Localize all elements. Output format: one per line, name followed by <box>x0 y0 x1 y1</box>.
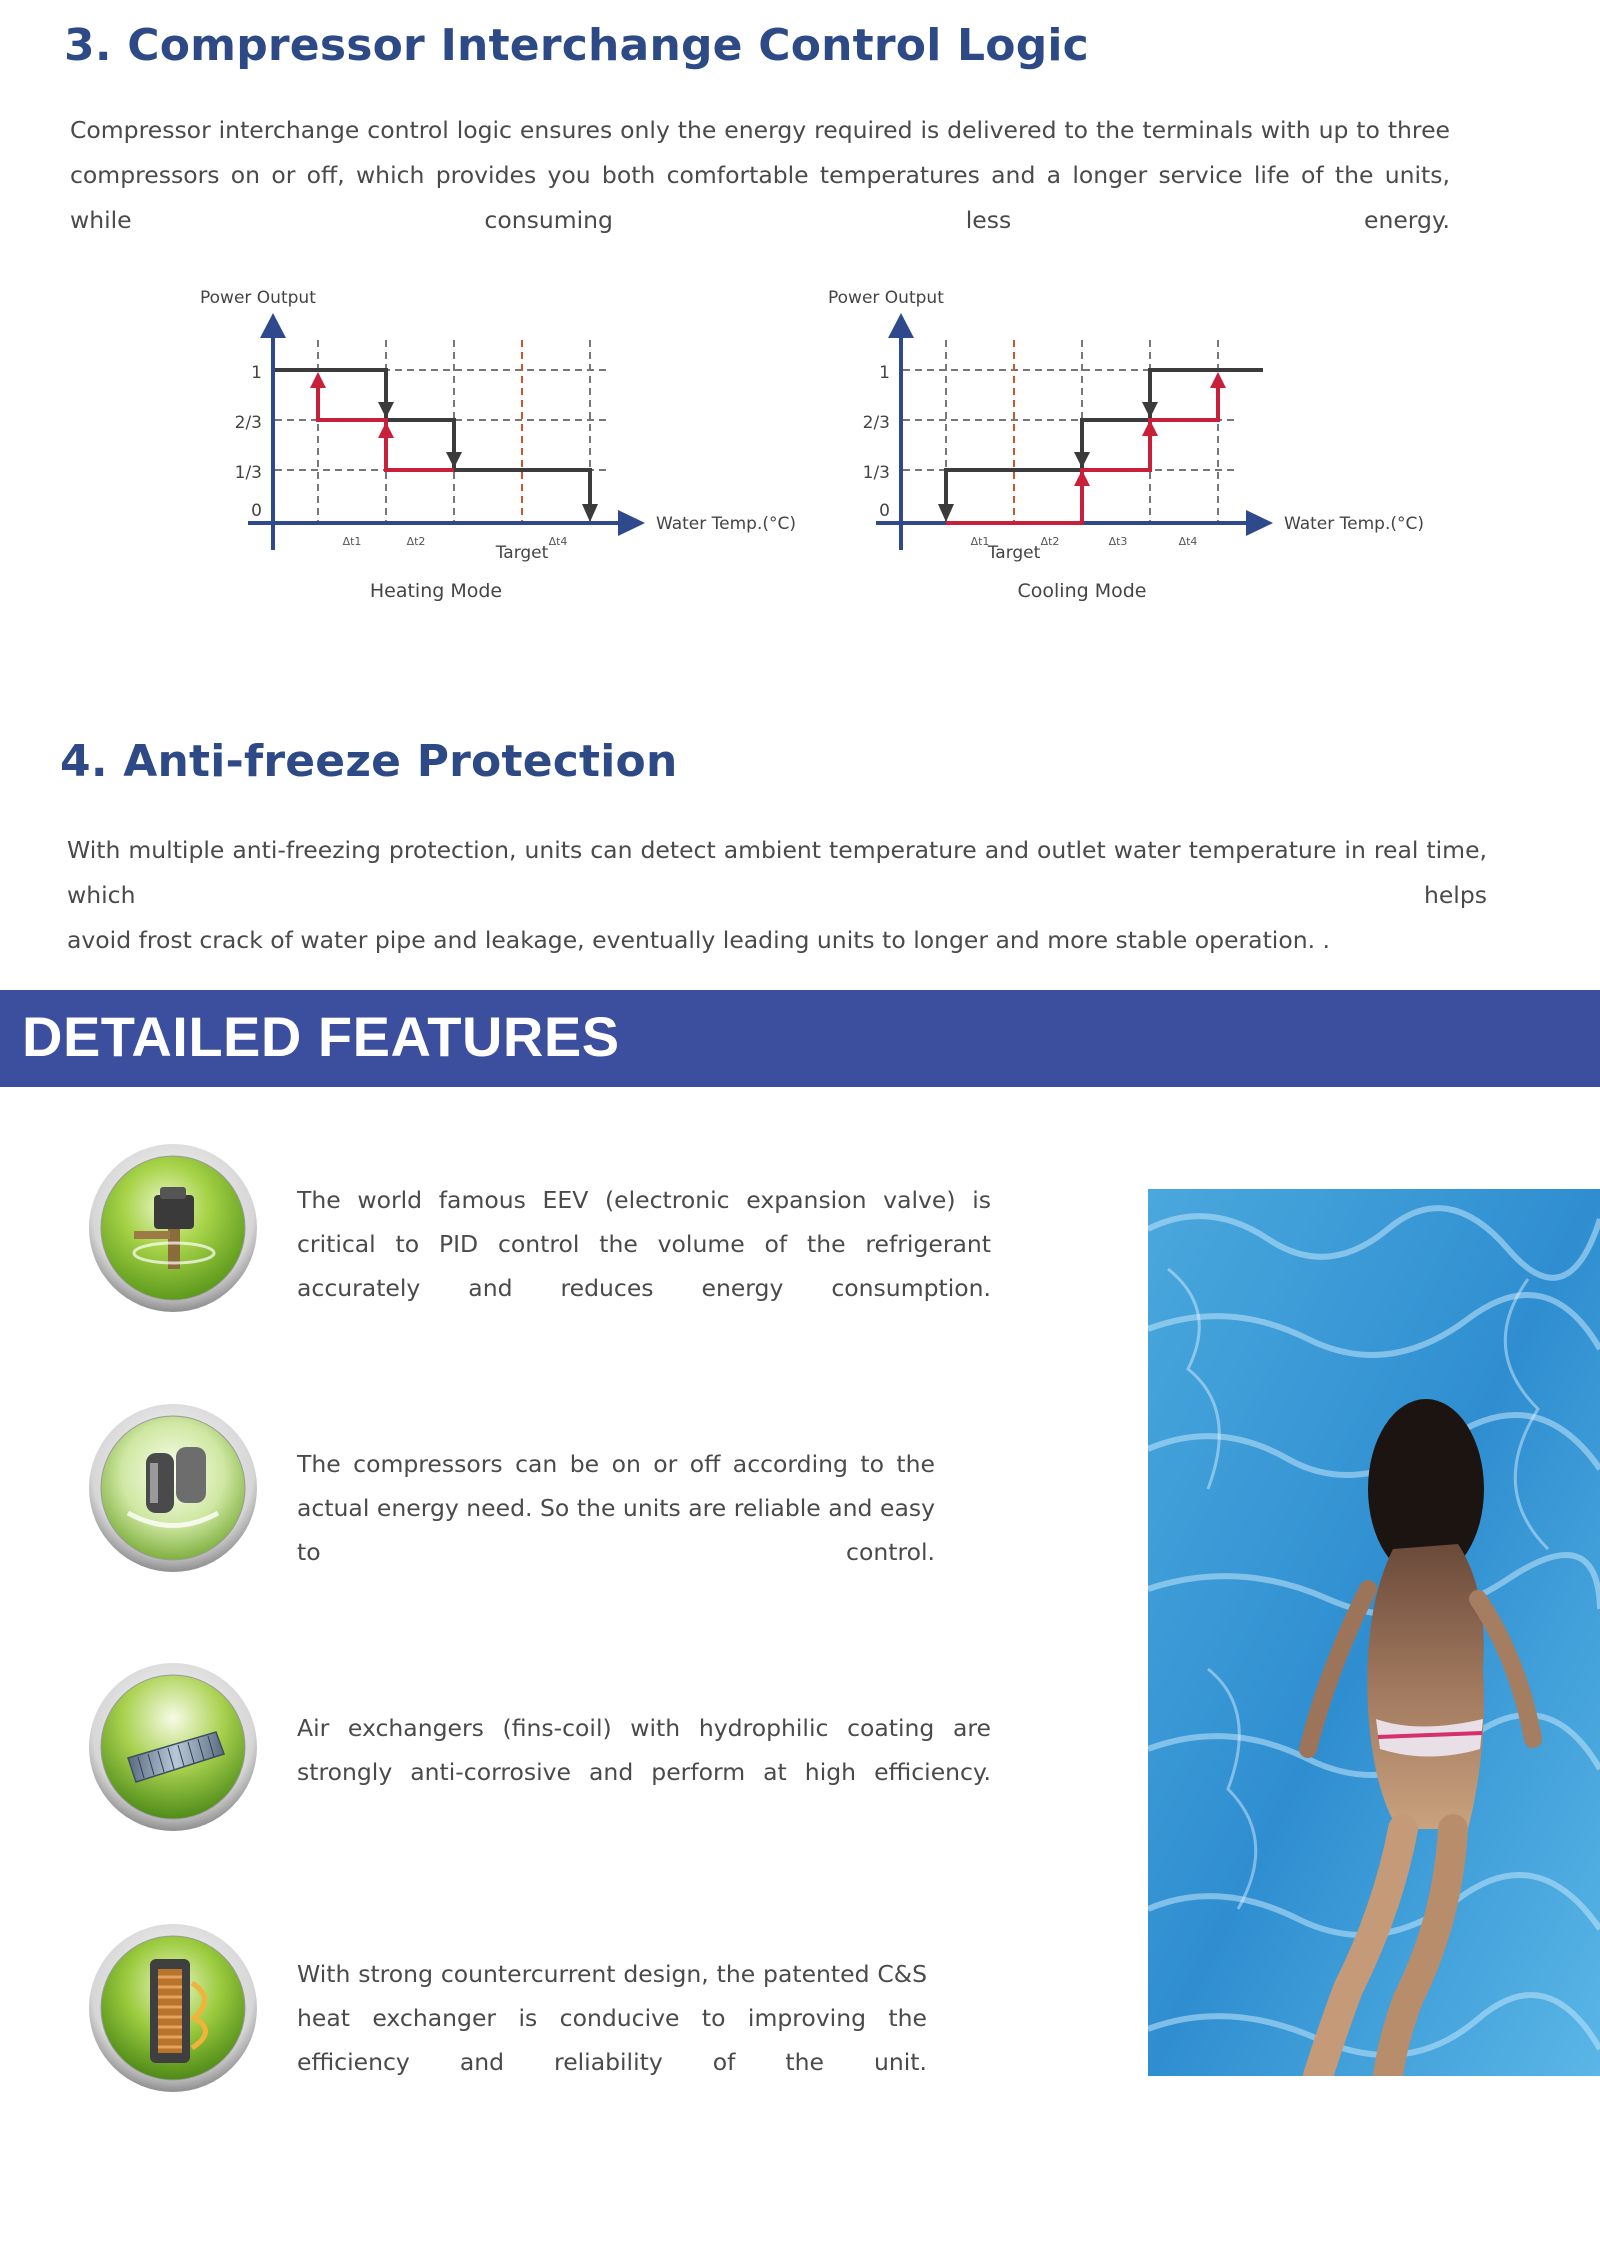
feature-compressor-text <box>297 1442 935 1574</box>
heating-xtick-dt1: Δt1 <box>342 535 362 548</box>
feature-heat-exchanger-text-content: With strong countercurrent design, the patented C&S heat exchanger is conducive to improving the efficiency and reliability of the unit. <box>297 1960 927 2076</box>
cooling-down-arrow-1 <box>1142 402 1158 418</box>
heating-down-path <box>275 370 590 510</box>
cooling-ytick-1-3: 1/3 <box>862 463 890 483</box>
heating-ytick-2-3: 2/3 <box>234 413 262 433</box>
heating-y-arrow <box>260 313 286 338</box>
eev-valve-icon <box>88 1143 258 1313</box>
heating-ytick-0: 0 <box>251 501 262 521</box>
section-4-body-line-1: With multiple anti-freezing protection, units can detect ambient temperature and outlet water temperature in real time, which helps <box>67 836 1487 909</box>
cooling-ytick-1: 1 <box>879 363 890 383</box>
cooling-caption: Cooling Mode <box>1017 580 1147 602</box>
cooling-xtick-dt2: Δt2 <box>1040 535 1060 548</box>
detailed-features-banner <box>0 990 1600 1087</box>
heating-caption: Heating Mode <box>369 580 503 602</box>
cooling-ytick-2-3: 2/3 <box>862 413 890 433</box>
feature-heat-exchanger-text <box>297 1952 927 2084</box>
cooling-down-arrow-3 <box>938 504 954 522</box>
cooling-xtick-dt1: Δt1 <box>970 535 990 548</box>
section-4-body <box>67 828 1487 963</box>
cooling-up-arrow-1 <box>1074 470 1090 486</box>
cooling-grid <box>903 340 1236 523</box>
cooling-xtick-target: Target <box>987 543 1041 563</box>
heating-mode-chart <box>190 278 810 618</box>
cooling-x-arrow <box>1246 510 1273 536</box>
heating-ytick-1: 1 <box>251 363 262 383</box>
section-3-title: 3. Compressor Interchange Control Logic <box>64 20 1089 71</box>
cooling-xtick-dt4: Δt4 <box>1178 535 1198 548</box>
heating-ylabel: Power Output <box>200 288 316 308</box>
cooling-down-path <box>946 370 1263 510</box>
heating-ytick-1-3: 1/3 <box>234 463 262 483</box>
heating-xtick-target: Target <box>495 543 549 563</box>
feature-fin-coil-text <box>297 1706 991 1794</box>
feature-fin-coil-text-content: Air exchangers (fins-coil) with hydrophilic coating are strongly anti-corrosive and perform at high efficiency. <box>297 1714 991 1786</box>
heat-exchanger-icon <box>88 1923 258 2093</box>
section-3-body-text: Compressor interchange control logic ensures only the energy required is delivered to the terminals with up to three compressors on or off, which provides you both comfortable temperatures and a longer service life of the units, while consuming less energy. <box>70 116 1450 234</box>
cooling-ylabel: Power Output <box>828 288 944 308</box>
heating-xlabel: Water Temp.(°C) <box>656 514 797 534</box>
cooling-down-arrow-2 <box>1074 452 1090 468</box>
heating-grid <box>275 340 608 523</box>
swimmer-photo <box>1148 1189 1600 2076</box>
heating-x-arrow <box>618 510 645 536</box>
compressor-icon <box>88 1403 258 1573</box>
heating-xtick-dt4: Δt4 <box>548 535 568 548</box>
feature-eev-text <box>297 1178 991 1310</box>
heating-up-arrow-1 <box>378 422 394 438</box>
cooling-xlabel: Water Temp.(°C) <box>1284 514 1425 534</box>
cooling-ytick-0: 0 <box>879 501 890 521</box>
cooling-up-arrow-2 <box>1142 420 1158 436</box>
banner-title: DETAILED FEATURES <box>22 1005 620 1068</box>
cooling-xtick-dt3: Δt3 <box>1108 535 1128 548</box>
heating-xtick-dt2: Δt2 <box>406 535 426 548</box>
heating-down-arrow-2 <box>446 452 462 468</box>
section-4-title: 4. Anti-freeze Protection <box>60 736 678 787</box>
feature-eev-text-content: The world famous EEV (electronic expansion valve) is critical to PID control the volume of the refrigerant accurately and reduces energy consumption. <box>297 1186 991 1302</box>
cooling-up-arrow-3 <box>1210 372 1226 388</box>
cooling-y-arrow <box>888 313 914 338</box>
section-3-body <box>70 108 1450 243</box>
heating-up-arrow-2 <box>310 372 326 388</box>
fin-coil-icon <box>88 1662 258 1832</box>
heating-down-arrow-3 <box>582 504 598 522</box>
cooling-mode-chart <box>818 278 1438 618</box>
feature-compressor-text-content: The compressors can be on or off according to the actual energy need. So the units are reliable and easy to control. <box>297 1450 935 1566</box>
heating-down-arrow-1 <box>378 402 394 418</box>
section-4-body-line-2: avoid frost crack of water pipe and leakage, eventually leading units to longer and more stable operation. . <box>67 926 1331 954</box>
